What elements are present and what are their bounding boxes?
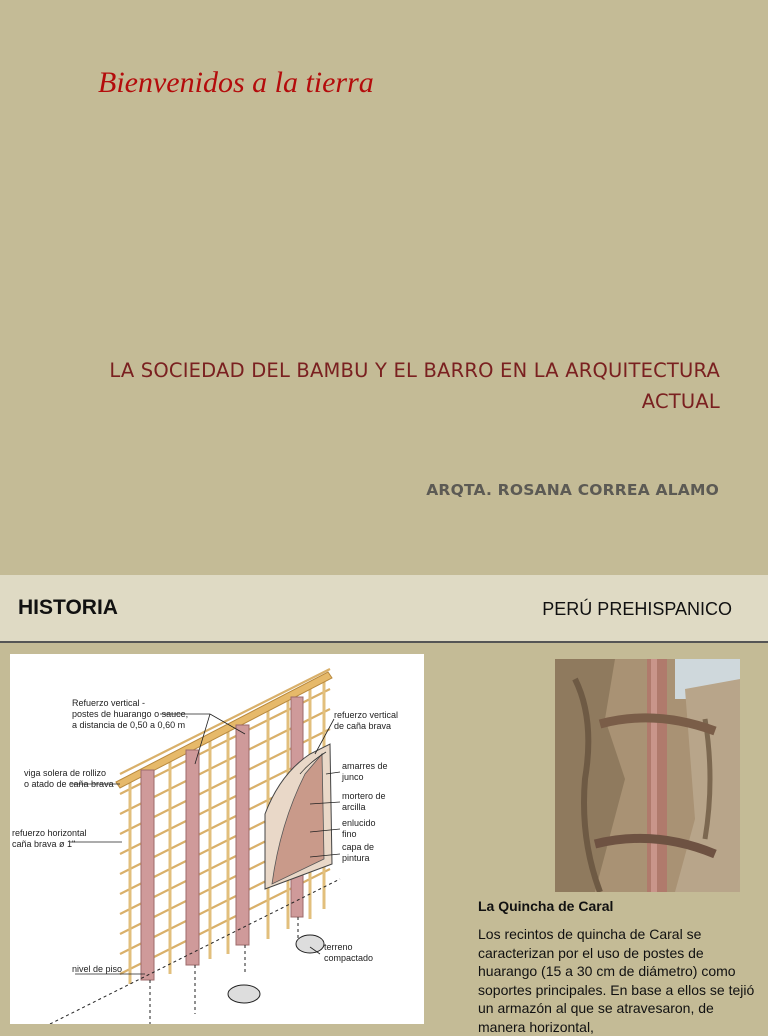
presentation-title: LA SOCIEDAD DEL BAMBU Y EL BARRO EN LA ARQUITECTURA ACTUAL <box>109 359 720 413</box>
label-vertical-reinforcement: Refuerzo vertical -postes de huarango o sauce, a distancia de 0,50 a 0,60 m <box>72 698 189 730</box>
caption-text: Los recintos de quincha de Caral se caracterizan por el uso de postes de huarango (15 a 30 cm de diámetro) como soportes principales. En base a ellos se tejió un armazón al que se atravesaron, de manera horizontal, <box>478 926 755 1035</box>
label-compacted-ground: terreno compactado <box>324 942 374 963</box>
label-horizontal-reinforcement: refuerzo horizontal caña brava ø 1" <box>12 828 87 849</box>
section-subtitle: PERÚ PREHISPANICO <box>542 599 732 619</box>
label-cane-vertical: refuerzo vertical de caña brava <box>334 710 399 731</box>
label-paint-layer: capa de pintura <box>342 842 375 863</box>
quincha-wall-diagram <box>10 654 424 1024</box>
section-title: HISTORIA <box>18 596 118 619</box>
caral-quincha-photo <box>555 659 740 892</box>
welcome-heading: Bienvenidos a la tierra <box>98 66 374 99</box>
slide-header <box>0 575 768 643</box>
history-slide <box>0 575 768 1035</box>
label-fine-plaster: enlucido fino <box>342 818 376 839</box>
label-clay-mortar: mortero de arcilla <box>342 791 386 812</box>
label-sill-beam: viga solera de rollizo o atado de caña brava <box>24 768 114 789</box>
label-reed-ties: amarres de junco <box>342 761 388 782</box>
quincha-diagram-drawing <box>10 654 424 1024</box>
caption-title: La Quincha de Caral <box>478 898 614 914</box>
author-name: ARQTA. ROSANA CORREA ALAMO <box>426 481 719 499</box>
label-floor-level: nivel de piso <box>72 964 123 974</box>
